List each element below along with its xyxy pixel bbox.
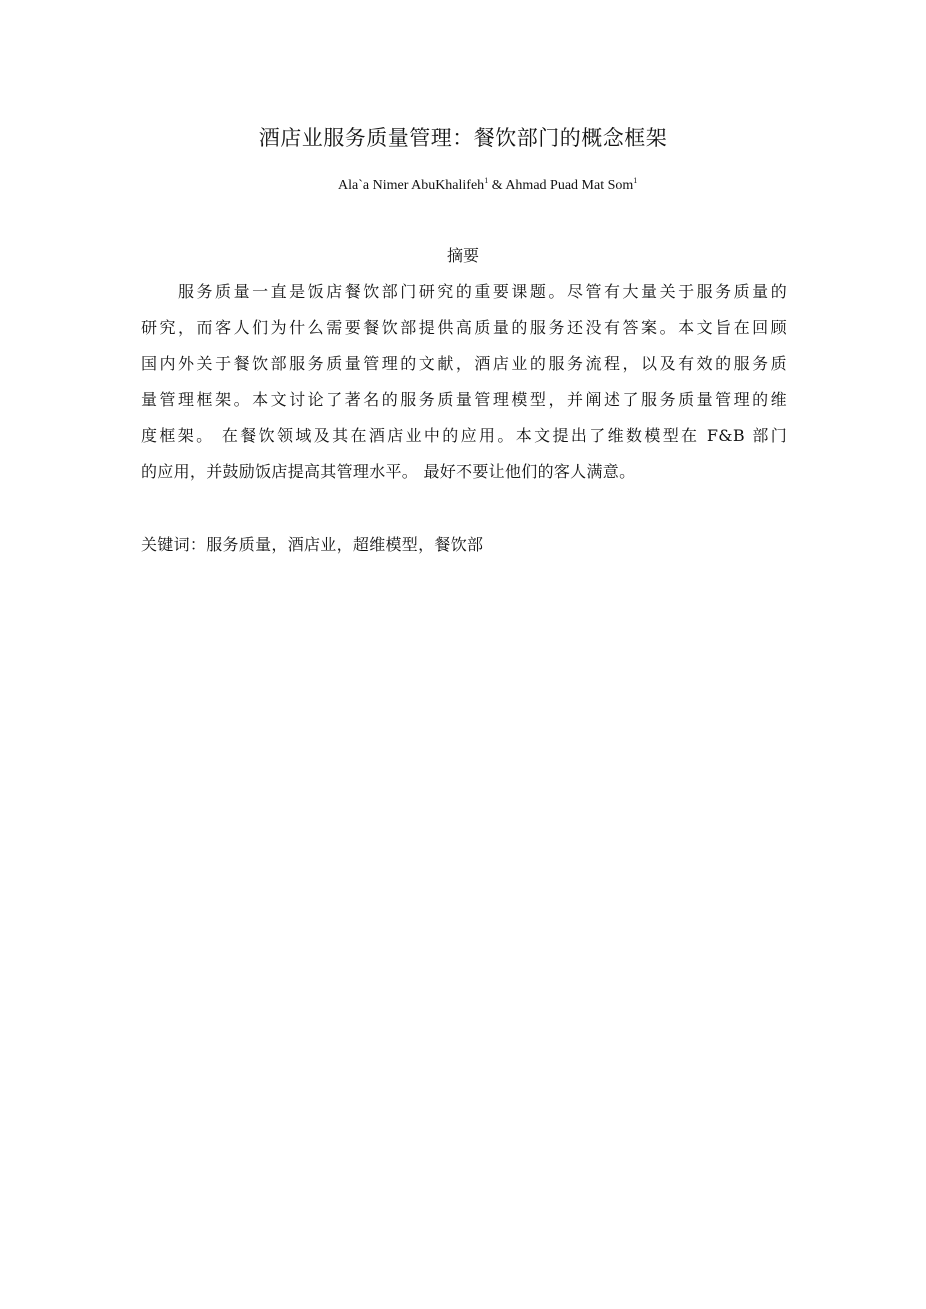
abstract-line: 量管理框架。本文讨论了著名的服务质量管理模型，并阐述了服务质量管理的维 bbox=[141, 390, 787, 409]
abstract-line: 研究，而客人们为什么需要餐饮部提供高质量的服务还没有答案。本文旨在回顾 bbox=[141, 318, 787, 337]
abstract-line: 的应用，并鼓励饭店提高其管理水平。 最好不要让他们的客人满意。 bbox=[141, 462, 636, 481]
abstract-line: 度框架。 在餐饮领域及其在酒店业中的应用。本文提出了维数模型在 F&B 部门 bbox=[141, 426, 787, 445]
paper-title: 酒店业服务质量管理：餐饮部门的概念框架 bbox=[258, 126, 668, 150]
author-name-1: Ala`a Nimer AbuKhalifeh bbox=[338, 178, 485, 193]
abstract-line: 国内外关于餐饮部服务质量管理的文献，酒店业的服务流程，以及有效的服务质 bbox=[141, 354, 787, 373]
abstract-line: 服务质量一直是饭店餐饮部门研究的重要课题。尽管有大量关于服务质量的 bbox=[178, 282, 787, 301]
author-affiliation-2: 1 bbox=[633, 176, 638, 185]
abstract-body bbox=[141, 274, 787, 490]
keywords-line: 关键词：服务质量，酒店业，超维模型，餐饮部 bbox=[141, 535, 484, 554]
author-affiliation-1: 1 bbox=[484, 176, 489, 185]
abstract-heading: 摘要 bbox=[446, 246, 479, 265]
author-name-2: Ahmad Puad Mat Som bbox=[505, 178, 634, 193]
author-separator: & bbox=[488, 178, 506, 193]
author-line bbox=[338, 178, 637, 194]
